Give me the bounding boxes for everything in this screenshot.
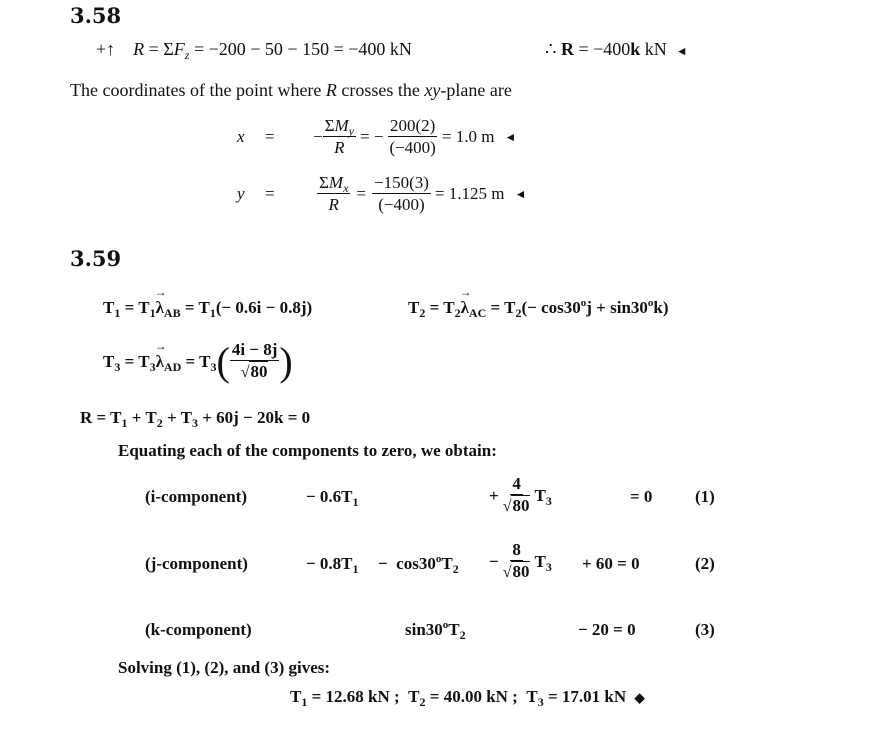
j-component-rhs: + 60 = 0 — [582, 554, 640, 573]
j-component-term1: − $0.8T_1$ — [306, 554, 359, 576]
answer-marker-icon: ◄ — [675, 44, 688, 58]
answer-marker-icon: ◄ — [504, 129, 517, 144]
x-coordinate-equation: x = − $\frac{\Sigma M_y}{R}$ = − $\frac{200(2)}{(-400)}$ = 1.0 m ◄ — [237, 116, 517, 158]
equation-number-3: (3) — [695, 620, 715, 639]
intro-text: The coordinates of the point where R crosses the xy-plane are — [70, 80, 512, 100]
resultant-vector-equation: $R = T_1 + T_2 + T_3 + 60j - 20k = 0$ — [80, 408, 311, 430]
resultant-result: ∴ R = −400k kN ◄ — [545, 39, 688, 59]
problem-359-heading: 3.59 — [70, 246, 122, 271]
i-component-label: (i-component) — [145, 487, 247, 506]
k-component-term2: $\sin 30^oT_2$ — [405, 619, 466, 642]
k-component-rhs: − 20 = 0 — [578, 620, 636, 639]
t2-vector-equation: $T_2 = T_2$ → $\lambda_{AC} = T_2(- \cos 30^oj + \sin 30^ok)$ — [408, 285, 669, 320]
j-component-label: (j-component) — [145, 554, 248, 573]
j-component-t3-term: − $\frac{8}{√80}$ $T_3$ — [489, 540, 552, 582]
k-component-label: (k-component) — [145, 620, 252, 639]
resultant-sum-line: +↑ $R = \Sigma F_z = -200 - 50 - 150 = -400$ kN — [96, 39, 412, 62]
equation-number-2: (2) — [695, 554, 715, 573]
final-solution: $T_1 = 12.68$ kN ; $T_2 = 40.00$ kN ; $T_3 = 17.01$ kN ◆ — [290, 687, 645, 709]
problem-358-heading: 3.58 — [70, 3, 122, 28]
y-coordinate-equation: y = $\frac{\Sigma M_x}{R}$ = $\frac{-150(3)}{(-400)}$ = 1.125 m ◄ — [237, 173, 527, 215]
solving-text: Solving (1), (2), and (3) gives: — [118, 658, 331, 677]
j-component-term2: − $\cos 30^oT_2$ — [378, 553, 459, 576]
t1-vector-equation: $T_1 = T_1$ → $\lambda_{AB} = T_1(- 0.6i - 0.8j)$ — [103, 285, 313, 320]
i-component-t3-term: + $\frac{4}{√80}$ $T_3$ — [489, 474, 552, 516]
answer-marker-icon: ◄ — [514, 186, 527, 201]
equation-number-1: (1) — [695, 487, 715, 506]
i-component-term1: − $0.6T_1$ — [306, 487, 359, 509]
equating-text: Equating each of the components to zero, we obtain: — [118, 441, 497, 460]
end-marker-icon: ◆ — [634, 690, 645, 705]
i-component-rhs: = 0 — [630, 487, 653, 506]
t3-vector-equation: $T_3 = T_3$ → $\lambda_{AD} = T_3$ ( $\frac{4i - 8j}{√80}$ ) — [103, 338, 293, 384]
